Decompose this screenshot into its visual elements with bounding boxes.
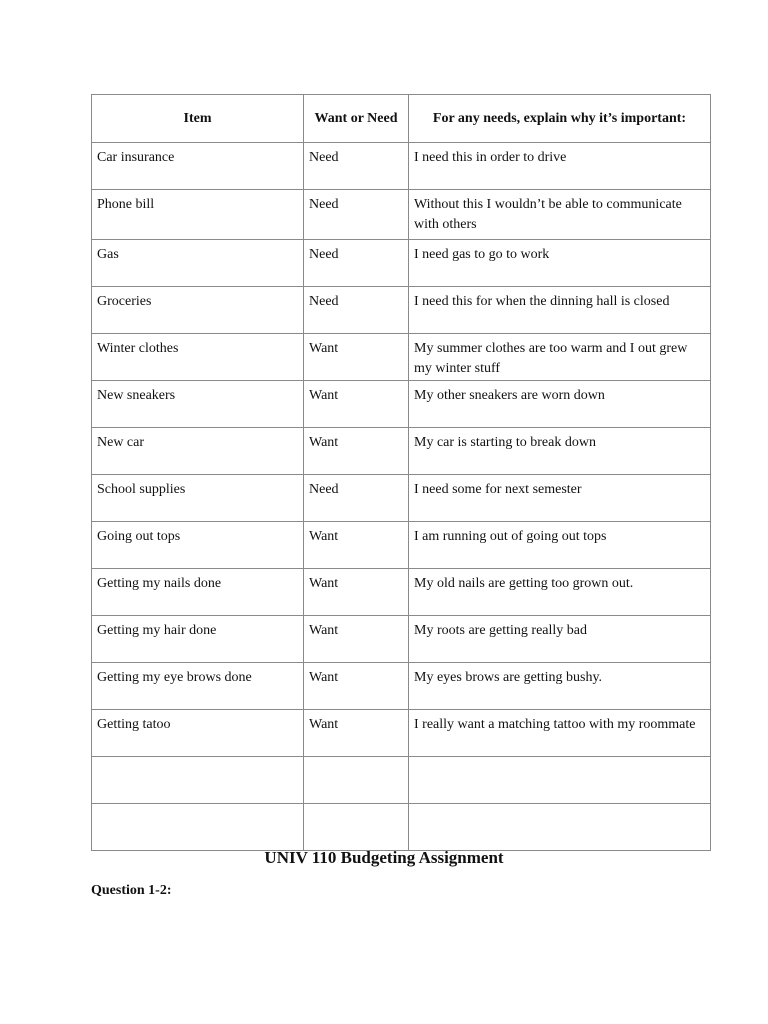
table-row-empty: [92, 804, 711, 851]
reason-cell: Without this I wouldn’t be able to communicate with others: [409, 190, 711, 240]
type-cell: Need: [304, 240, 409, 287]
reason-cell: My roots are getting really bad: [409, 616, 711, 663]
table-row-empty: [92, 757, 711, 804]
table-row: [92, 710, 711, 757]
reason-cell: My eyes brows are getting bushy.: [409, 663, 711, 710]
reason-cell: I really want a matching tattoo with my roommate: [409, 710, 711, 757]
reason-cell: I need some for next semester: [409, 475, 711, 522]
item-cell: [92, 804, 304, 851]
item-cell: Getting tatoo: [92, 710, 304, 757]
table-row: [92, 428, 711, 475]
reason-cell: My summer clothes are too warm and I out grew my winter stuff: [409, 334, 711, 381]
reason-cell: My old nails are getting too grown out.: [409, 569, 711, 616]
type-cell: [304, 804, 409, 851]
reason-cell: [409, 804, 711, 851]
type-cell: Need: [304, 287, 409, 334]
document-title: UNIV 110 Budgeting Assignment: [264, 848, 504, 867]
reason-cell: I need this in order to drive: [409, 143, 711, 190]
table-row: [92, 569, 711, 616]
reason-cell: My other sneakers are worn down: [409, 381, 711, 428]
table-row: [92, 240, 711, 287]
table-row: [92, 522, 711, 569]
header-item: Item: [92, 95, 304, 143]
item-cell: School supplies: [92, 475, 304, 522]
item-cell: Going out tops: [92, 522, 304, 569]
type-cell: Want: [304, 381, 409, 428]
table-row: [92, 287, 711, 334]
type-cell: Want: [304, 428, 409, 475]
item-cell: Phone bill: [92, 190, 304, 240]
reason-cell: I am running out of going out tops: [409, 522, 711, 569]
item-cell: [92, 757, 304, 804]
type-cell: Want: [304, 663, 409, 710]
item-cell: New car: [92, 428, 304, 475]
type-cell: Want: [304, 334, 409, 381]
type-cell: Want: [304, 522, 409, 569]
type-cell: [304, 757, 409, 804]
table-header-row: [92, 95, 711, 143]
type-cell: Need: [304, 475, 409, 522]
table-row: [92, 381, 711, 428]
header-want-or-need: Want or Need: [304, 95, 409, 143]
type-cell: Want: [304, 710, 409, 757]
reason-cell: My car is starting to break down: [409, 428, 711, 475]
item-cell: Car insurance: [92, 143, 304, 190]
reason-cell: I need gas to go to work: [409, 240, 711, 287]
budget-table: [91, 94, 711, 851]
table-row: [92, 190, 711, 240]
item-cell: Getting my hair done: [92, 616, 304, 663]
reason-cell: I need this for when the dinning hall is closed: [409, 287, 711, 334]
item-cell: Winter clothes: [92, 334, 304, 381]
item-cell: New sneakers: [92, 381, 304, 428]
table-row: [92, 663, 711, 710]
item-cell: Gas: [92, 240, 304, 287]
item-cell: Groceries: [92, 287, 304, 334]
table-row: [92, 616, 711, 663]
table-row: [92, 475, 711, 522]
question-label: Question 1-2:: [91, 883, 172, 898]
type-cell: Need: [304, 190, 409, 240]
type-cell: Want: [304, 616, 409, 663]
type-cell: Need: [304, 143, 409, 190]
header-explain: For any needs, explain why it’s important:: [409, 95, 711, 143]
table-row: [92, 334, 711, 381]
reason-cell: [409, 757, 711, 804]
type-cell: Want: [304, 569, 409, 616]
item-cell: Getting my nails done: [92, 569, 304, 616]
table-row: [92, 143, 711, 190]
item-cell: Getting my eye brows done: [92, 663, 304, 710]
